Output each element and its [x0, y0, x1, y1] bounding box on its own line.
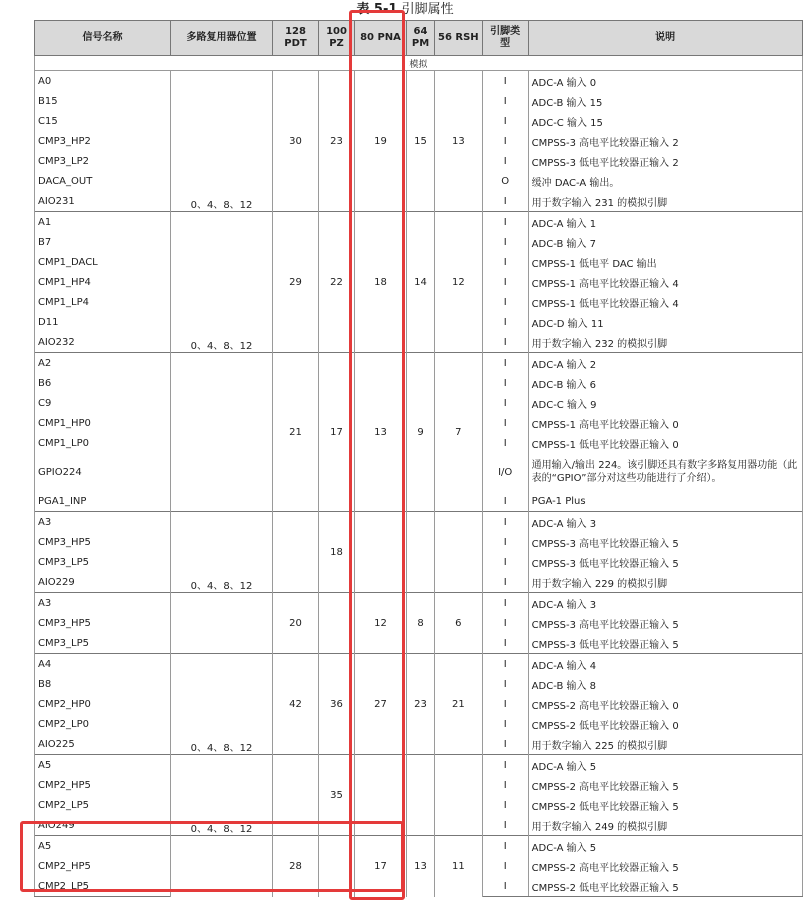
description-cell: ADC-D 输入 11 — [528, 312, 802, 332]
mux-position-cell — [171, 71, 273, 212]
description-cell: 通用输入/输出 224。该引脚还具有数字多路复用器功能（此表的“GPIO”部分对这些功能进行了介绍）。 — [528, 453, 802, 491]
pin-number-128-cell — [273, 512, 319, 593]
pin-type-cell: I — [482, 815, 528, 836]
pin-number-56-cell — [435, 755, 483, 836]
pin-number-100-cell: 17 — [319, 353, 355, 512]
pin-type-cell: I — [482, 393, 528, 413]
description-cell: ADC-A 输入 3 — [528, 512, 802, 533]
signal-name-cell: A0 — [35, 71, 171, 92]
signal-name-cell: C9 — [35, 393, 171, 413]
signal-name-cell: A4 — [35, 654, 171, 675]
signal-name-cell: AIO232 — [35, 332, 171, 353]
pin-number-56-cell: 12 — [435, 212, 483, 353]
caption-text: 引脚属性 — [401, 2, 454, 17]
pin-type-cell: I — [482, 876, 528, 897]
pin-number-64-cell: 13 — [407, 836, 435, 897]
section-row — [35, 56, 803, 71]
description-cell: ADC-A 输入 4 — [528, 654, 802, 675]
pin-number-80-cell: 13 — [355, 353, 407, 512]
description-cell: 缓冲 DAC-A 输出。 — [528, 171, 802, 191]
signal-name-cell: B8 — [35, 674, 171, 694]
mux-position-value: 0、4、8、12 — [190, 581, 253, 592]
pin-number-80-cell — [355, 512, 407, 593]
table-row — [35, 654, 803, 675]
description-cell: CMPSS-3 高电平比较器正输入 2 — [528, 131, 802, 151]
description-cell: ADC-C 输入 15 — [528, 111, 802, 131]
pin-number-80-cell — [355, 755, 407, 836]
description-cell: CMPSS-3 低电平比较器正输入 5 — [528, 552, 802, 572]
mux-position-cell — [171, 353, 273, 512]
signal-name-cell: CMP3_HP2 — [35, 131, 171, 151]
pin-number-56-cell: 7 — [435, 353, 483, 512]
signal-name-cell: C15 — [35, 111, 171, 131]
pin-type-cell: I — [482, 413, 528, 433]
pin-type-cell: I — [482, 734, 528, 755]
signal-name-cell: A5 — [35, 755, 171, 776]
description-cell: 用于数字输入 229 的模拟引脚 — [528, 572, 802, 593]
table-row — [35, 212, 803, 233]
table-row — [35, 353, 803, 374]
description-cell: 用于数字输入 225 的模拟引脚 — [528, 734, 802, 755]
description-cell: CMPSS-3 高电平比较器正输入 5 — [528, 532, 802, 552]
pin-attributes-table — [34, 20, 803, 897]
header-row — [35, 21, 803, 56]
mux-position-value: 0、4、8、12 — [190, 824, 253, 835]
pin-type-cell: I — [482, 532, 528, 552]
pin-number-64-cell: 23 — [407, 654, 435, 755]
header-signal-name: 信号名称 — [35, 21, 171, 56]
pin-type-cell: I — [482, 633, 528, 654]
pin-type-cell: I — [482, 755, 528, 776]
pin-type-cell: I — [482, 775, 528, 795]
pin-number-64-cell: 14 — [407, 212, 435, 353]
pin-type-cell: I — [482, 312, 528, 332]
mux-position-cell — [171, 512, 273, 593]
signal-name-cell: AIO249 — [35, 815, 171, 836]
mux-position-cell — [171, 593, 273, 654]
description-cell: ADC-A 输入 3 — [528, 593, 802, 614]
signal-name-cell: CMP1_LP4 — [35, 292, 171, 312]
pin-number-56-cell: 6 — [435, 593, 483, 654]
pin-type-cell: I — [482, 272, 528, 292]
signal-name-cell: AIO225 — [35, 734, 171, 755]
header-mux-position: 多路复用器位置 — [171, 21, 273, 56]
header-description: 说明 — [528, 21, 802, 56]
signal-name-cell: CMP2_HP5 — [35, 775, 171, 795]
pin-number-80-cell: 19 — [355, 71, 407, 212]
pin-type-cell: I — [482, 552, 528, 572]
header-100-pz: 100 PZ — [319, 21, 355, 56]
description-cell: 用于数字输入 231 的模拟引脚 — [528, 191, 802, 212]
signal-name-cell: CMP2_LP0 — [35, 714, 171, 734]
pin-number-80-cell: 18 — [355, 212, 407, 353]
pin-number-100-cell: 36 — [319, 654, 355, 755]
description-cell: CMPSS-3 高电平比较器正输入 5 — [528, 613, 802, 633]
signal-name-cell: CMP3_LP5 — [35, 633, 171, 654]
description-cell: CMPSS-3 低电平比较器正输入 2 — [528, 151, 802, 171]
pin-type-cell: I — [482, 71, 528, 92]
table-row — [35, 512, 803, 533]
pin-number-100-cell: 35 — [319, 755, 355, 836]
pin-number-64-cell: 9 — [407, 353, 435, 512]
table-row — [35, 71, 803, 92]
mux-position-cell — [171, 755, 273, 836]
pin-type-cell: I — [482, 654, 528, 675]
signal-name-cell: CMP3_HP5 — [35, 613, 171, 633]
pin-number-128-cell: 42 — [273, 654, 319, 755]
pin-type-cell: I — [482, 714, 528, 734]
pin-type-cell: I — [482, 593, 528, 614]
description-cell: ADC-A 输入 1 — [528, 212, 802, 233]
description-cell: ADC-A 输入 2 — [528, 353, 802, 374]
description-cell: ADC-A 输入 5 — [528, 836, 802, 857]
pin-type-cell: I — [482, 332, 528, 353]
signal-name-cell: PGA1_INP — [35, 491, 171, 512]
pin-number-64-cell — [407, 755, 435, 836]
pin-number-56-cell — [435, 512, 483, 593]
description-cell: CMPSS-1 低电平比较器正输入 0 — [528, 433, 802, 453]
pin-number-64-cell: 15 — [407, 71, 435, 212]
signal-name-cell: CMP1_DACL — [35, 252, 171, 272]
pin-number-128-cell — [273, 755, 319, 836]
pin-number-128-cell: 28 — [273, 836, 319, 897]
pin-number-100-cell: 18 — [319, 512, 355, 593]
signal-name-cell: A2 — [35, 353, 171, 374]
mux-position-cell — [171, 212, 273, 353]
mux-position-cell — [171, 654, 273, 755]
pin-number-56-cell: 13 — [435, 71, 483, 212]
pin-number-128-cell: 21 — [273, 353, 319, 512]
section-label: 模拟 — [35, 56, 803, 71]
description-cell: CMPSS-1 低电平 DAC 输出 — [528, 252, 802, 272]
signal-name-cell: CMP2_LP5 — [35, 795, 171, 815]
description-cell: ADC-A 输入 5 — [528, 755, 802, 776]
pin-type-cell: I — [482, 353, 528, 374]
signal-name-cell: GPIO224 — [35, 453, 171, 491]
pin-number-64-cell — [407, 512, 435, 593]
pin-type-cell: I — [482, 694, 528, 714]
pin-type-cell: I — [482, 512, 528, 533]
signal-name-cell: AIO229 — [35, 572, 171, 593]
description-cell: CMPSS-2 低电平比较器正输入 0 — [528, 714, 802, 734]
pin-type-cell: I — [482, 836, 528, 857]
mux-position-value: 0、4、8、12 — [190, 200, 253, 211]
pin-type-cell: I — [482, 111, 528, 131]
signal-name-cell: CMP2_HP0 — [35, 694, 171, 714]
pin-type-cell: I — [482, 232, 528, 252]
description-cell: ADC-B 输入 7 — [528, 232, 802, 252]
pin-number-56-cell: 11 — [435, 836, 483, 897]
pin-number-80-cell: 27 — [355, 654, 407, 755]
signal-name-cell: A3 — [35, 512, 171, 533]
description-cell: CMPSS-2 低电平比较器正输入 5 — [528, 876, 802, 897]
header-80-pna: 80 PNA — [355, 21, 407, 56]
description-cell: ADC-B 输入 6 — [528, 373, 802, 393]
pin-number-80-cell: 17 — [355, 836, 407, 897]
pin-type-cell: I — [482, 151, 528, 171]
signal-name-cell: B15 — [35, 91, 171, 111]
description-cell: CMPSS-1 低电平比较器正输入 4 — [528, 292, 802, 312]
pin-number-100-cell — [319, 593, 355, 654]
signal-name-cell: D11 — [35, 312, 171, 332]
signal-name-cell: AIO231 — [35, 191, 171, 212]
pin-type-cell: I/O — [482, 453, 528, 491]
description-cell: CMPSS-2 高电平比较器正输入 5 — [528, 856, 802, 876]
signal-name-cell: CMP2_HP5 — [35, 856, 171, 876]
header-128-pdt: 128 PDT — [273, 21, 319, 56]
description-cell: ADC-A 输入 0 — [528, 71, 802, 92]
description-cell: CMPSS-3 低电平比较器正输入 5 — [528, 633, 802, 654]
pin-number-128-cell: 20 — [273, 593, 319, 654]
signal-name-cell: CMP3_LP2 — [35, 151, 171, 171]
pin-number-128-cell: 29 — [273, 212, 319, 353]
header-64-pm: 64 PM — [407, 21, 435, 56]
pin-type-cell: I — [482, 433, 528, 453]
description-cell: CMPSS-1 高电平比较器正输入 4 — [528, 272, 802, 292]
pin-type-cell: I — [482, 91, 528, 111]
description-cell: 用于数字输入 249 的模拟引脚 — [528, 815, 802, 836]
signal-name-cell: A3 — [35, 593, 171, 614]
signal-name-cell: CMP3_LP5 — [35, 552, 171, 572]
pin-type-cell: I — [482, 252, 528, 272]
signal-name-cell: DACA_OUT — [35, 171, 171, 191]
description-cell: 用于数字输入 232 的模拟引脚 — [528, 332, 802, 353]
mux-position-value: 0、4、8、12 — [190, 341, 253, 352]
pin-type-cell: I — [482, 491, 528, 512]
pin-number-128-cell: 30 — [273, 71, 319, 212]
pin-type-cell: I — [482, 131, 528, 151]
description-cell: ADC-C 输入 9 — [528, 393, 802, 413]
signal-name-cell: CMP3_HP5 — [35, 532, 171, 552]
pin-number-80-cell: 12 — [355, 593, 407, 654]
pin-type-cell: I — [482, 613, 528, 633]
description-cell: CMPSS-1 高电平比较器正输入 0 — [528, 413, 802, 433]
header-56-rsh: 56 RSH — [435, 21, 483, 56]
pin-number-100-cell: 22 — [319, 212, 355, 353]
pin-type-cell: I — [482, 212, 528, 233]
description-cell: ADC-B 输入 8 — [528, 674, 802, 694]
signal-name-cell: B6 — [35, 373, 171, 393]
header-pin-type: 引脚类型 — [482, 21, 528, 56]
signal-name-cell: CMP1_HP4 — [35, 272, 171, 292]
signal-name-cell: CMP1_LP0 — [35, 433, 171, 453]
pin-type-cell: O — [482, 171, 528, 191]
table-body — [35, 56, 803, 897]
pin-number-100-cell — [319, 836, 355, 897]
pin-type-cell: I — [482, 795, 528, 815]
description-cell: CMPSS-2 高电平比较器正输入 5 — [528, 775, 802, 795]
description-cell: PGA-1 Plus — [528, 491, 802, 512]
mux-position-value: 0、4、8、12 — [190, 743, 253, 754]
signal-name-cell: A5 — [35, 836, 171, 857]
signal-name-cell: CMP2_LP5 — [35, 876, 171, 897]
table-row — [35, 755, 803, 776]
mux-position-cell — [171, 836, 273, 897]
description-cell: ADC-B 输入 15 — [528, 91, 802, 111]
signal-name-cell: B7 — [35, 232, 171, 252]
caption-label: 表 5-1 — [356, 2, 398, 17]
pin-number-64-cell: 8 — [407, 593, 435, 654]
pin-type-cell: I — [482, 292, 528, 312]
table-row — [35, 593, 803, 614]
pin-type-cell: I — [482, 191, 528, 212]
description-cell: CMPSS-2 高电平比较器正输入 0 — [528, 694, 802, 714]
signal-name-cell: A1 — [35, 212, 171, 233]
pin-number-56-cell: 21 — [435, 654, 483, 755]
pin-number-100-cell: 23 — [319, 71, 355, 212]
signal-name-cell: CMP1_HP0 — [35, 413, 171, 433]
pin-type-cell: I — [482, 572, 528, 593]
pin-type-cell: I — [482, 856, 528, 876]
table-row — [35, 836, 803, 857]
pin-type-cell: I — [482, 373, 528, 393]
pin-type-cell: I — [482, 674, 528, 694]
table-caption — [0, 0, 810, 20]
description-cell: CMPSS-2 低电平比较器正输入 5 — [528, 795, 802, 815]
